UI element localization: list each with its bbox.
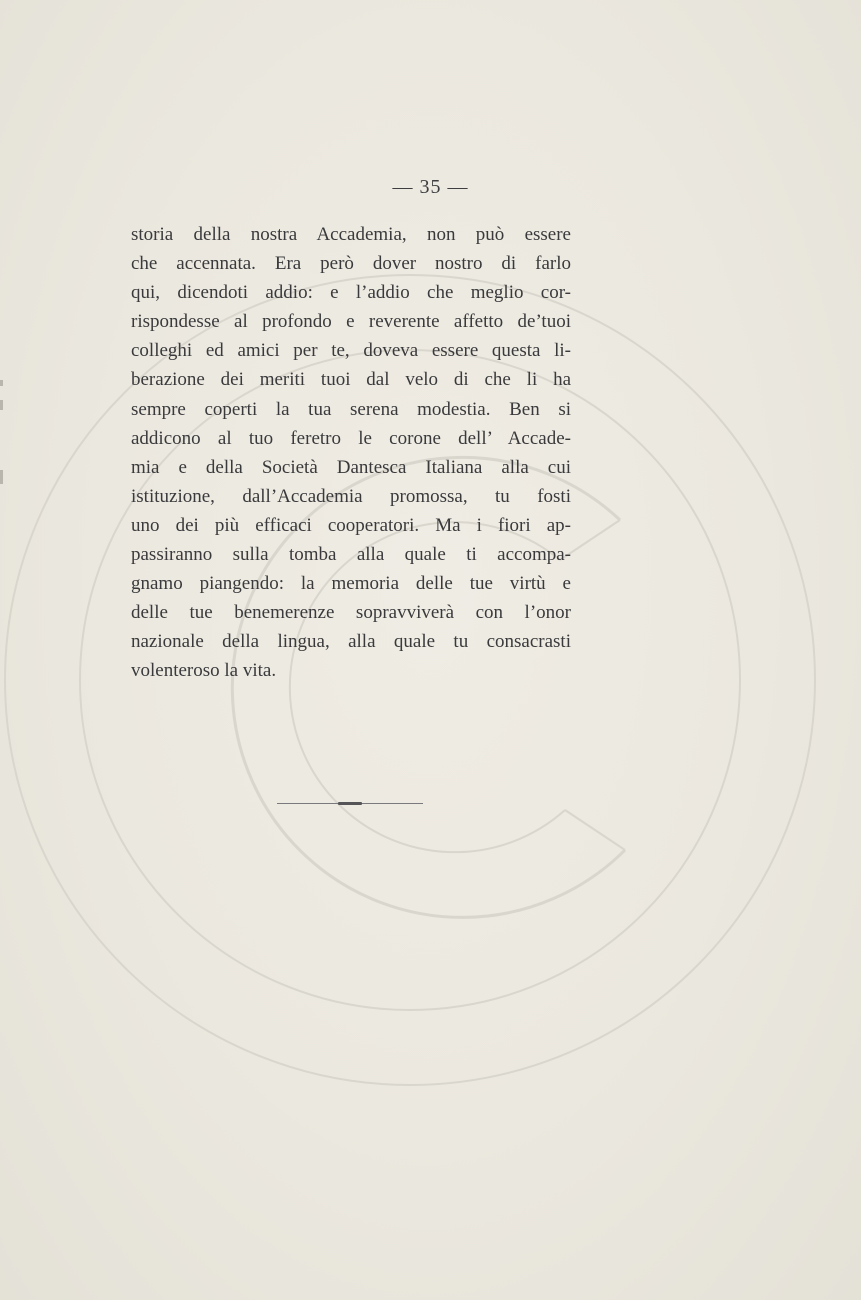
text-line: colleghi ed amici per te, doveva essere questa li-	[131, 340, 571, 362]
text-line: delle tue benemerenze sopravviverà con l’onor	[131, 602, 571, 624]
edge-mark	[0, 470, 3, 484]
text-line: rispondesse al profondo e reverente affetto de’tuoi	[131, 311, 571, 333]
text-line: passiranno sulla tomba alla quale ti accompa-	[131, 544, 571, 566]
text-line: nazionale della lingua, alla quale tu consacrasti	[131, 631, 571, 653]
text-line: volenteroso la vita.	[131, 660, 277, 682]
text-line: mia e della Società Dantesca Italiana alla cui	[131, 456, 571, 478]
body-paragraph	[131, 220, 571, 686]
page-number: — 35 —	[392, 176, 469, 198]
text-line: che accennata. Era però dover nostro di farlo	[131, 253, 571, 275]
text-line: berazione dei meriti tuoi dal velo di che li ha	[131, 369, 571, 391]
edge-mark	[0, 380, 3, 386]
edge-mark	[0, 400, 3, 410]
text-line: qui, dicendoti addio: e l’addio che meglio cor-	[131, 282, 571, 304]
text-line: istituzione, dall’Accademia promossa, tu fosti	[131, 485, 571, 507]
text-line: storia della nostra Accademia, non può essere	[131, 224, 571, 245]
divider-ornament	[338, 802, 362, 805]
text-line: sempre coperti la tua serena modestia. Ben si	[131, 398, 571, 420]
text-line: gnamo piangendo: la memoria delle tue virtù e	[131, 573, 571, 595]
text-line: uno dei più efficaci cooperatori. Ma i fiori ap-	[131, 514, 571, 536]
text-line: addicono al tuo feretro le corone dell’ Accade-	[131, 427, 571, 449]
